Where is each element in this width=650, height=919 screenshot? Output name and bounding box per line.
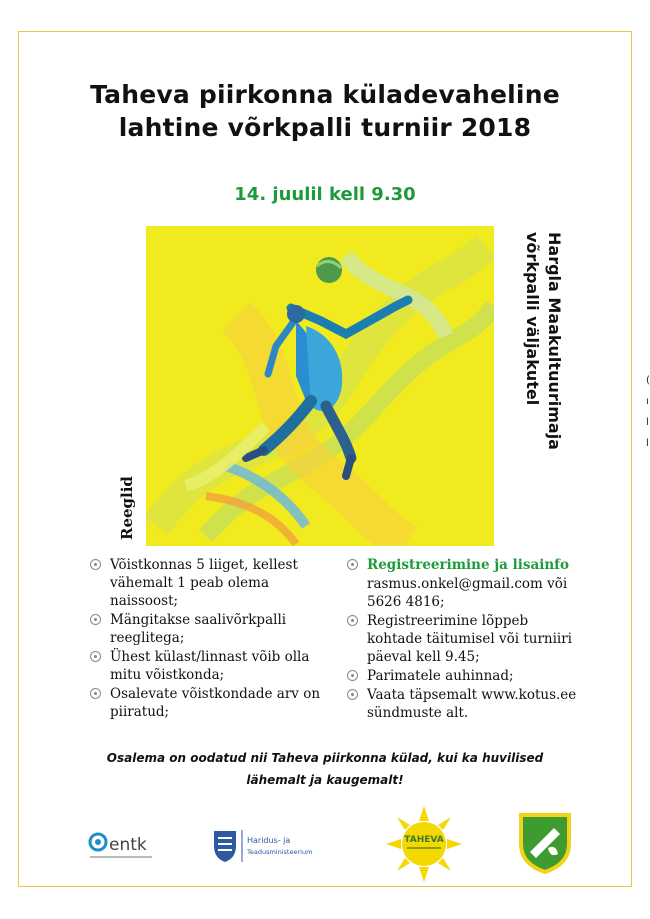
venue-line-1: Hargla Maakultuurimaja xyxy=(545,232,564,450)
volleyball-bullet-icon xyxy=(347,670,358,681)
list-item xyxy=(90,685,335,721)
taheva-sun-logo xyxy=(385,805,463,883)
list-item xyxy=(90,556,335,610)
rule-text: Mängitakse saalivõrkpalli reeglitega; xyxy=(110,612,287,646)
volleyball-bullet-icon xyxy=(90,688,101,699)
rule-text: Ühest külast/linnast võib olla mitu võistkonda; xyxy=(110,649,310,683)
sun-icon xyxy=(385,805,463,883)
poster-title xyxy=(20,78,630,144)
coat-of-arms-icon xyxy=(518,812,572,874)
volleyball-bullet-icon xyxy=(347,615,358,626)
info-list xyxy=(347,556,587,723)
volleyball-bullet-icon xyxy=(90,559,101,570)
taheva-logo-text: TAHEVA xyxy=(404,835,444,845)
list-item xyxy=(90,648,335,684)
title-line-1: Taheva piirkonna küladevaheline xyxy=(90,80,560,109)
entk-logo xyxy=(88,826,158,862)
info-text: Registreerimine lõppeb kohtade täitumisel või turniiri päeval kell 9.45; xyxy=(367,613,572,665)
rule-text: Võistkonnas 5 liiget, kellest vähemalt 1 peab olema naissoost; xyxy=(110,557,298,609)
volleyball-bullet-icon xyxy=(347,559,358,570)
list-item xyxy=(347,686,587,722)
ministry-name-line-1: Haridus- ja xyxy=(247,836,291,845)
municipality-coat-of-arms xyxy=(518,812,572,874)
volleyball-player-artwork xyxy=(146,226,494,546)
footer-note-line-2: lähemalt ja kaugemalt! xyxy=(246,773,404,787)
list-item xyxy=(90,611,335,647)
volleyball-bullet-icon xyxy=(347,689,358,700)
estonian-coat-of-arms-icon xyxy=(212,828,322,864)
rules-list xyxy=(90,556,335,722)
volleyball-player-illustration xyxy=(146,226,494,546)
entk-logo-icon xyxy=(88,826,158,862)
title-line-2: lahtine võrkpalli turniir 2018 xyxy=(118,113,532,142)
volleyball-bullet-icon xyxy=(90,614,101,625)
venue-text xyxy=(505,232,565,482)
list-item xyxy=(347,667,587,685)
event-date: 14. juulil kell 9.30 xyxy=(234,184,416,205)
rules-label: Reeglid xyxy=(118,476,136,540)
contact-text: rasmus.onkel@gmail.com või 5626 4816; xyxy=(367,576,568,610)
ministry-name-line-2: Teadusministeerium xyxy=(247,848,313,856)
info-heading: Registreerimine ja lisainfo xyxy=(367,557,569,573)
footer-note-line-1: Osalema on oodatud nii Taheva piirkonna külad, kui ka huvilised xyxy=(106,751,544,765)
entk-logo-text: entk xyxy=(109,835,147,855)
side-edge-marks: ( ı l l xyxy=(646,375,650,449)
venue-line-2: võrkpalli väljakutel xyxy=(523,232,542,406)
list-item xyxy=(347,612,587,666)
volleyball-bullet-icon xyxy=(90,651,101,662)
ministry-logo xyxy=(212,828,322,864)
rule-text: Osalevate võistkondade arv on piiratud; xyxy=(110,686,321,720)
info-text: Vaata täpsemalt www.kotus.ee sündmuste alt. xyxy=(367,687,577,721)
list-item xyxy=(347,556,587,574)
info-text: Parimatele auhinnad; xyxy=(367,668,514,684)
footer-note xyxy=(95,747,555,791)
contact-item xyxy=(347,575,587,611)
